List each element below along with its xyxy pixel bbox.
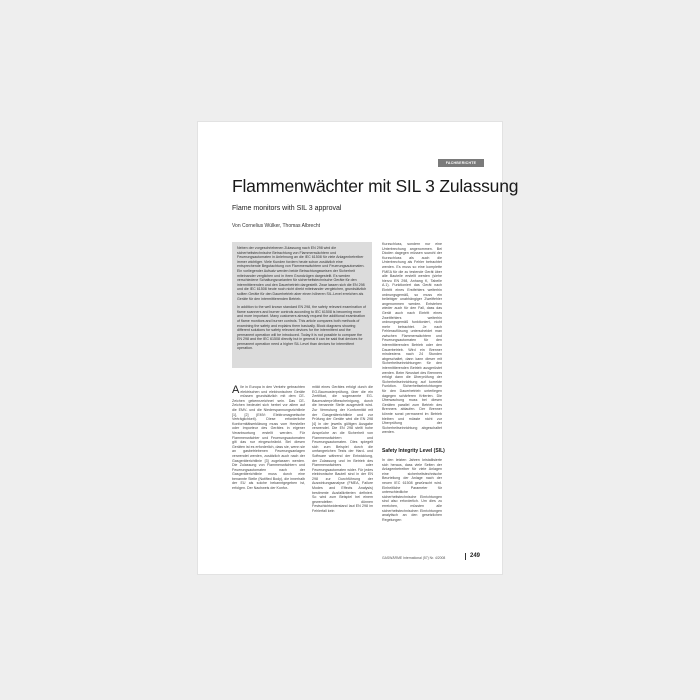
abstract-german: Neben der vorgeschriebenen Zulassung nach EN 298 wird die sicherheitstechnische Betrachtung von Flammenwächtern und Feuerungsautomaten in Anlehnung an die IEC 61508 für viele Anlagenbetreiber immer wichtiger. Viele Kunden fordern heute schon zusätzlich eine entsprechende Begutachtung von Flammenwächtern und Feuerungsautomaten. Ein vorliegender Aufsatz werden beide Betrachtungsweisen der Sicherheit miteinander verglichen und in ihren Grundzügen dargestellt. Es werden verschiedene Schaltungsvarianten für sicherheitstechnische Geräte für den intermittierenden und den Dauerbetrieb dargestellt. Zwar lassen sich die EN 298 und die IEC 61508 heute noch nicht direkt miteinander vergleichen, grundsätzlich sollten Geräte für den Dauerbetrieb aber einen höheren SIL-Level erreichen als Geräte für den intermittierenden Betrieb. bbox=[237, 246, 367, 301]
section-heading-sil: Safety Integrity Level (SIL) bbox=[382, 448, 445, 454]
abstract-box bbox=[232, 242, 372, 368]
body-text-col2: mität eines Gerätes erfolgt durch die EG-Baumusterprüfung, über die ein Zertifikat, die sogenannte EG-Baumusterprüfbescheinigung, durch die benannte Stelle ausgestellt wird. Zur Vermutung der Konformität mit der Gasgeräterichtlinie und zur Prüfung der Geräte wird die EN 298 [4] in der jeweils gültigen Ausgabe verwendet. Die EN 298 stellt hohe Ansprüche an die Sicherheit von Flammenwächtern und Feuerungsautomaten. Dies spiegelt sich zum Beispiel durch die umfangreichen Tests der Hard- und Software während der Entwicklung, der Zulassung und im Betrieb des Flammenwächters oder Feuerungsautomaten wider. Für jedes elektronische Bauteil sind in der EN 298 zur Durchführung der Auswirkungsanalyse (FMEA, Failure Modes and Effects Analysis) bestimmte Ausfallkriterien definiert. So wird zum Beispiel bei einem gewendelten dünnen Festschichtwiderstand laut EN 298 im Fehlerfall kein bbox=[312, 385, 373, 514]
body-text-col3: Kurzschluss, sondern nur eine Unterbrechung angenommen. Bei Dioden dagegen müssen sowohl der Kurzschluss als auch die Unterbrechung als Fehler betrachtet werden. Es muss so eine komplette FMEA für die zu testende Gerät über alle Bauteile erstellt werden (siehe hierzu EN 298, Anhang K, Tabelle A.1). Funktioniert das Gerät nach Eintritt eines Erstfehlers weiterhin ordnungsgemäß, so muss ein beliebiger unabhängiger Zweitfehler angenommen werden. Entstehen wieder auch für den Fall, dass das Gerät auch nach Eintritt eines Zweitfehlers weiterhin ordnungsgemäß funktioniert, nicht mehr betrachtet. Je nach Fehlerauflösung unterscheidet man zwischen Flammenwächtern und Feuerungsautomaten für den intermittierenden Betrieb oder den Dauerbetrieb. Wird ein Brenner mindestens nach 24 Stunden abgeschaltet, dann kann dieser mit Sicherheitseinrichtungen für den intermittierenden Betrieb ausgerüstet werden. Beim Neustart des Brenners erfolgt dann die Überprüfung der Sicherheitseinrichtung auf korrekte Funktion. Sicherheitseinrichtungen für den Dauerbetrieb unterliegen dagegen schärferen Kriterien. Die Überwachung muss bei diesen Geräten parallel zum Betrieb des Brenners ablaufen. Der Brenner könnte sonst permanent im Betrieb bleiben und müsste nicht zur Überprüfung der Sicherheitseinrichtung abgeschaltet werden. bbox=[382, 242, 442, 435]
body-column-1 bbox=[232, 385, 305, 491]
abstract-english: In addition to the well known standard EN 298, the safety relevant examination of flame scanners and burner controls according to IEC 61508 is becoming more and more important. Many customers already request the additional examination of flame monitors and burner controls. This article compares both methods of examining the safety and explains them basically. Block diagrams showing different solutions for safety relevant devices for the intermittent and the permanent operation will be introduced. Today it is not possible to compare the EN 298 and the IEC 61508 directly but in general it can be said that devices for permanent operation need a higher SIL Level than devices for intermittent operation. bbox=[237, 305, 366, 351]
journal-footer: GASWÄRME International (57) Nr. 4/2008 bbox=[382, 556, 446, 560]
footer-divider bbox=[465, 553, 466, 560]
article-subtitle: Flame monitors with SIL 3 approval bbox=[232, 205, 342, 212]
body-text-col3b: In den letzten Jahren kristallisierte sich heraus, dass viele Seiten der Anlagenbetreiber für viele Anlagen eine sicherheitstechnische Beurteilung der Anlage nach der neuen IEC 61508 gewünscht wird. Einheitliche Parameter für unterschiedliche sicherheitstechnische Einrichtungen sind also erforderlich. Um dies zu erreichen, müssten alle sicherheitstechnischen Einrichtungen analytisch an den gesetzlichen Regelungen bbox=[382, 458, 442, 522]
article-authors: Von Cornelius Wülker, Thomas Albrecht bbox=[232, 223, 321, 229]
page-number: 249 bbox=[470, 553, 481, 559]
body-column-3 bbox=[382, 242, 442, 435]
body-column-2 bbox=[312, 385, 373, 514]
body-column-3-continued bbox=[382, 458, 442, 522]
drop-cap: A bbox=[232, 384, 240, 396]
body-text-col1: lle in Europa in den Verkehr gebrachten elektrischen und elektronischen Geräte müssen grundsätzlich mit dem CE-Zeichen gekennzeichnet sein. Das CE-Zeichen bedeutet sich herbei vor allem auf die EMV- und die Niederspannungsrichtlinie [1], [2] (EMV: Elektromagnetische Verträglichkeit). Diese erforderliche Konformitätserklärung muss vom Hersteller oder Importeur des Gerätes in eigener Verantwortung erstellt werden. Für Flammenwächter und Feuerungsautomaten gilt das nur eingeschränkt. Bei diesen Geräten ist es erforderlich, dass sie, wenn sie an gasbetriebenen Feuerungsanlagen verwendet werden, zusätzlich auch nach der Gasgeräterichtlinie [3] zugelassen werden. Die Zulassung von Flammenwächtern und Feuerungsautomaten nach der Gasgeräterichtlinie muss durch eine benannte Stelle (Notified Body), die innerhalb der EU als solche bekanntgegeben ist, erfolgen. Der Nachweis der Konfor- bbox=[232, 385, 305, 491]
section-rubric: FACHBERICHTE bbox=[438, 159, 484, 167]
article-title: Flammenwächter mit SIL 3 Zulassung bbox=[232, 176, 519, 196]
